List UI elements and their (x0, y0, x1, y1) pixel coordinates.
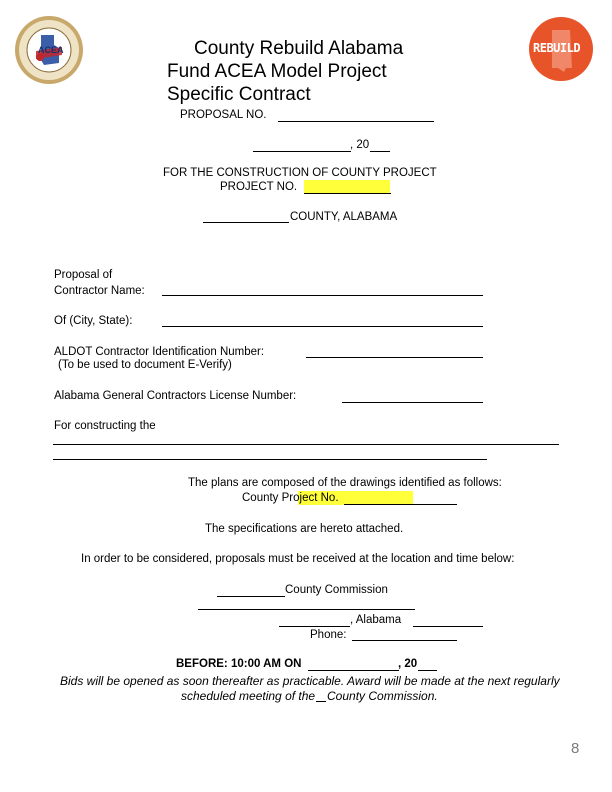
bids-opened-text: Bids will be opened as soon thereafter as practicable. Award will be made at the next regularly (60, 674, 560, 688)
contractor-name-label: Contractor Name: (54, 285, 145, 297)
page-title-line-1: County Rebuild Alabama (194, 38, 404, 59)
county-blank (203, 222, 289, 223)
bids-meeting-text-b: County Commission. (327, 689, 438, 703)
contractor-name-field[interactable] (162, 295, 483, 296)
for-constructing-label: For constructing the (54, 420, 156, 432)
date-year-blank (370, 151, 390, 152)
page-title-line-3: Specific Contract (167, 84, 311, 105)
county-commission-label: County Commission (285, 584, 388, 596)
license-number-label: Alabama General Contractors License Number: (54, 390, 297, 402)
zip-blank[interactable] (413, 626, 483, 627)
for-construction-heading: FOR THE CONSTRUCTION OF COUNTY PROJECT (163, 167, 437, 179)
city-state-label: Of (City, State): (54, 315, 133, 327)
before-deadline-label: BEFORE: 10:00 AM ON (176, 658, 302, 670)
city-state-field[interactable] (162, 326, 483, 327)
county-alabama-label: COUNTY, ALABAMA (290, 211, 398, 223)
project-no-label: PROJECT NO. (220, 181, 298, 193)
phone-blank[interactable] (352, 640, 457, 641)
aldot-id-field[interactable] (306, 357, 483, 358)
constructing-field-line-1[interactable] (53, 444, 559, 445)
before-year-blank[interactable] (418, 670, 437, 671)
license-number-field[interactable] (342, 402, 483, 403)
date-year-label: , 20 (350, 139, 370, 151)
county-project-no-label: County Project No. (242, 492, 339, 504)
commission-county-blank[interactable] (217, 596, 285, 597)
proposal-no-blank (278, 121, 434, 122)
rebuild-logo (528, 16, 594, 82)
date-blank (253, 151, 351, 152)
meeting-county-blank[interactable] (316, 701, 326, 702)
proposal-of-label: Proposal of (54, 269, 113, 281)
project-no-blank (304, 193, 391, 194)
acea-logo-text: ACEA (38, 45, 64, 55)
rebuild-logo-text: REBUILD (533, 41, 581, 55)
aldot-id-label: ALDOT Contractor Identification Number: (54, 346, 265, 358)
acea-logo (14, 15, 84, 85)
page-number: 8 (571, 740, 580, 757)
constructing-field-line-2[interactable] (53, 459, 487, 460)
before-date-blank[interactable] (308, 670, 399, 671)
alabama-label: , Alabama (350, 614, 402, 626)
before-year-label: , 20 (398, 658, 418, 670)
bids-meeting-text-a: scheduled meeting of the (181, 689, 316, 703)
page-title-line-2: Fund ACEA Model Project (167, 61, 387, 82)
plans-text: The plans are composed of the drawings identified as follows: (188, 477, 502, 489)
commission-address-blank[interactable] (198, 609, 415, 610)
specifications-text: The specifications are hereto attached. (205, 523, 404, 535)
everify-note: (To be used to document E-Verify) (58, 359, 232, 371)
county-project-no-blank[interactable] (344, 504, 457, 505)
consideration-text: In order to be considered, proposals must be received at the location and time below: (81, 553, 515, 565)
city-blank[interactable] (279, 626, 350, 627)
proposal-no-label: PROPOSAL NO. (180, 109, 267, 121)
phone-label: Phone: (310, 629, 347, 641)
project-no-highlight (304, 180, 390, 193)
